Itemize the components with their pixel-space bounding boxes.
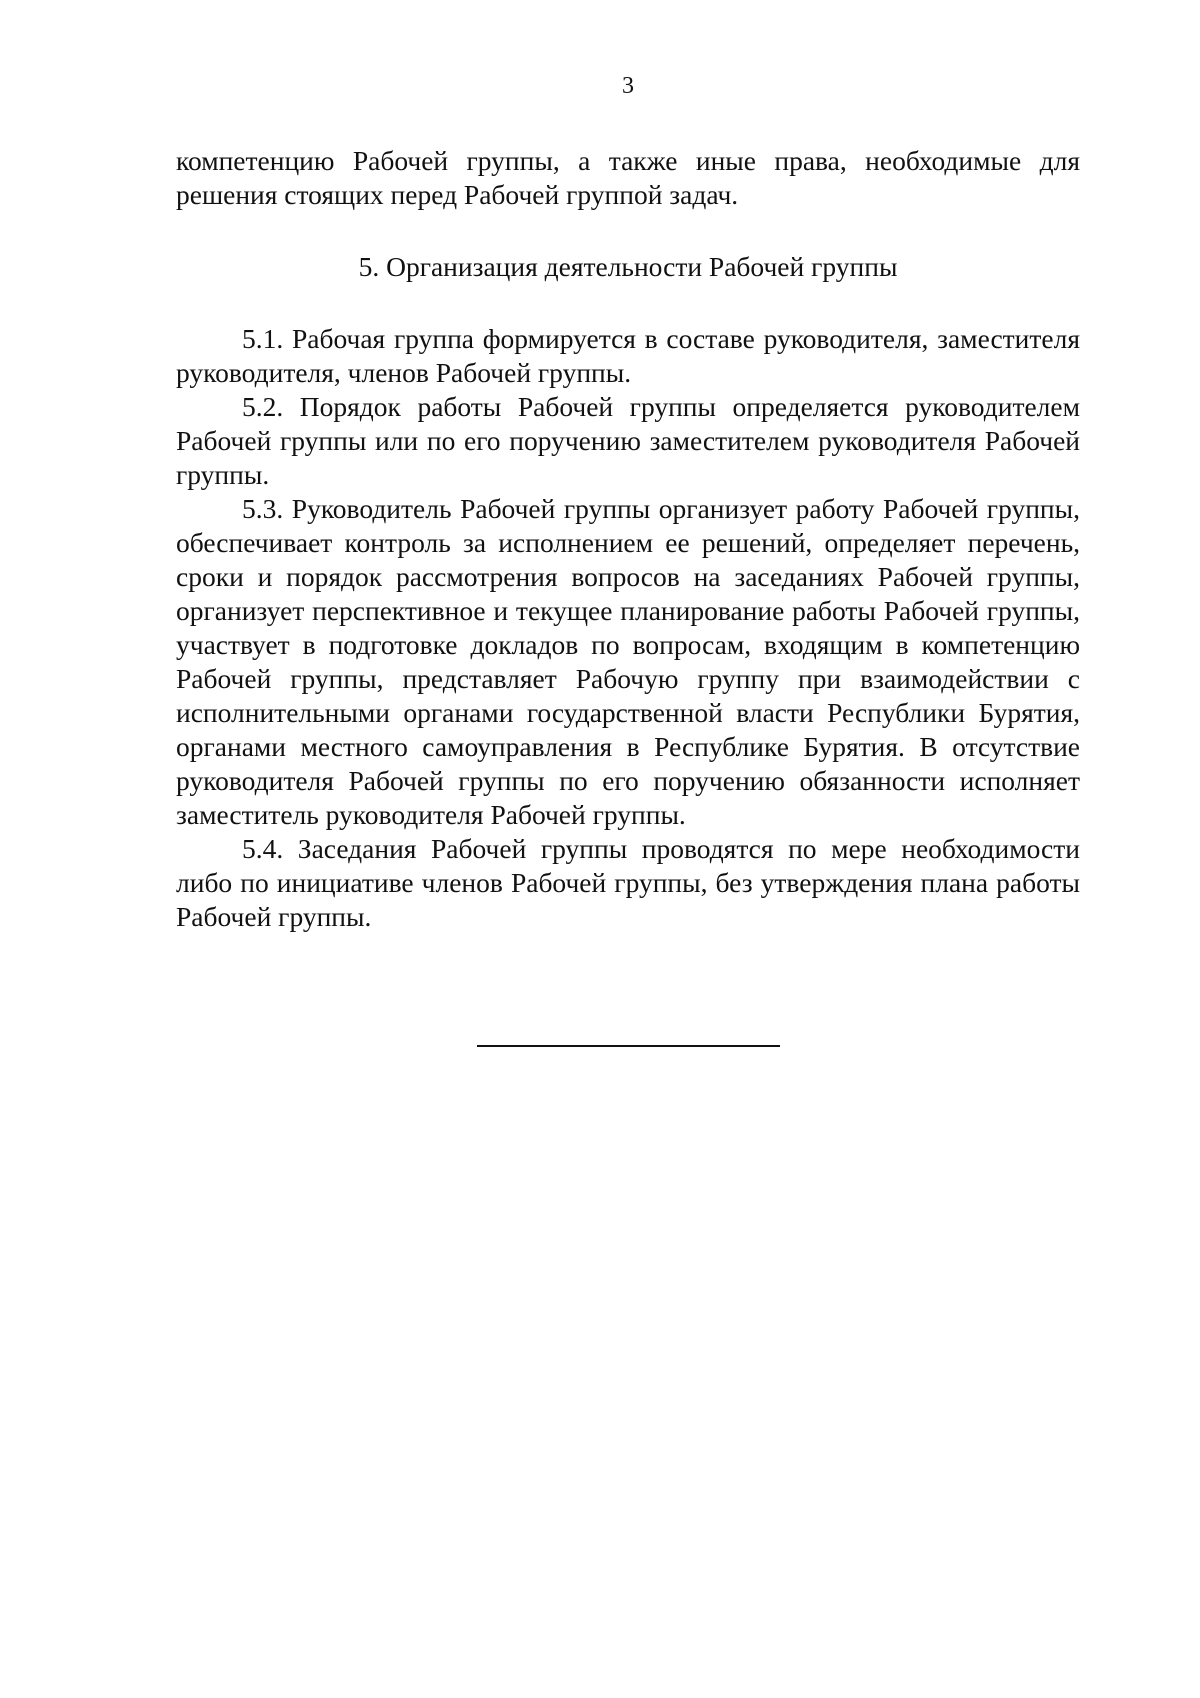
- paragraph-5-3: 5.3. Руководитель Рабочей группы организует работу Рабочей группы, обеспечивает контроль за исполнением ее решений, определяет перечень, сроки и порядок рассмотрения вопросов на заседаниях Рабочей группы, организует перспективное и текущее планирование работы Рабочей группы, участвует в подготовке докладов по вопросам, входящим в компетенцию Рабочей группы, представляет Рабочую группу при взаимодействии с исполнительными органами государственной власти Республики Бурятия, органами местного самоуправления в Республике Бурятия. В отсутствие руководителя Рабочей группы по его поручению обязанности исполняет заместитель руководителя Рабочей группы.: [176, 493, 1080, 830]
- section-heading: 5. Организация деятельности Рабочей группы: [358, 251, 898, 282]
- document-body: [176, 144, 1080, 934]
- paragraph-5-2: 5.2. Порядок работы Рабочей группы определяется руководителем Рабочей группы или по его поручению заместителем руководителя Рабочей группы.: [176, 391, 1080, 490]
- end-of-document-rule: [477, 1045, 780, 1047]
- paragraph-5-4: 5.4. Заседания Рабочей группы проводятся по мере необходимости либо по инициативе членов Рабочей группы, без утверждения плана работы Рабочей группы.: [176, 833, 1080, 932]
- intro-paragraph: компетенцию Рабочей группы, а также иные права, необходимые для решения стоящих перед Рабочей группой задач.: [176, 145, 1080, 210]
- page-number: 3: [622, 73, 634, 99]
- paragraph-5-1: 5.1. Рабочая группа формируется в составе руководителя, заместителя руководителя, членов Рабочей группы.: [176, 323, 1080, 388]
